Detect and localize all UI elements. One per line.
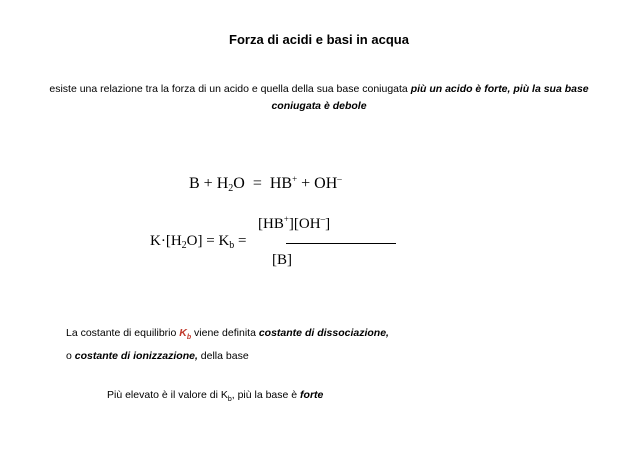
kb-symbol-k: K — [179, 327, 187, 339]
eq-plus-hydroxide: + OH — [297, 175, 338, 192]
note-emphasis-strong: forte — [300, 389, 324, 401]
eq-water-subscript: 2 — [228, 183, 234, 194]
num-close: ] — [325, 216, 331, 232]
slide-title: Forza di acidi e basi in acqua — [229, 32, 409, 47]
num-oh: ][OH — [288, 216, 321, 232]
definition-line-1 — [66, 324, 389, 347]
def-text-1: La costante di equilibrio — [66, 327, 180, 339]
note-kb-subscript: b — [227, 396, 232, 404]
definition-paragraph — [66, 324, 389, 365]
kb-numerator — [258, 214, 330, 233]
kb-symbol — [179, 327, 192, 342]
eq-equals: = — [244, 175, 270, 192]
eq-hydroxide-charge: – — [337, 174, 342, 184]
note-text-1: Più elevato è il valore di K — [107, 389, 228, 401]
lhs-k: K — [150, 233, 161, 249]
num-hb-charge: + — [283, 214, 289, 224]
kb-denominator: [B] — [272, 252, 292, 268]
kb-lhs — [150, 233, 247, 251]
strength-note — [107, 389, 323, 403]
eq-base: B — [189, 175, 200, 192]
lhs-water-end: O] = K — [186, 233, 230, 249]
lhs-equals: = — [234, 233, 247, 249]
kb-expression — [150, 214, 450, 274]
lhs-kb-subscript: b — [229, 240, 235, 251]
lhs-water: [H — [165, 233, 182, 249]
term-dissociation-constant: costante di dissociazione, — [258, 327, 389, 339]
eq-conjugate-acid: HB — [269, 175, 293, 192]
intro-paragraph — [34, 81, 604, 115]
equilibrium-equation — [189, 174, 342, 194]
eq-conjugate-acid-charge: + — [292, 174, 298, 184]
def-text-2: viene definita — [191, 327, 259, 339]
kb-symbol-subscript: b — [186, 334, 192, 342]
intro-text: esiste una relazione tra la forza di un acido e quella della sua base coniugata — [49, 83, 411, 95]
intro-emphasis: più un acido è forte, più la sua base coniugata è debole — [271, 83, 589, 112]
def-text-3: o — [66, 350, 75, 363]
lhs-dot: · — [160, 233, 166, 249]
eq-plus-water: + H — [199, 175, 229, 192]
eq-water-o: O — [233, 175, 245, 192]
num-oh-charge: – — [320, 214, 326, 224]
definition-line-2 — [66, 347, 389, 365]
lhs-water-subscript: 2 — [181, 240, 187, 251]
fraction-bar — [286, 243, 396, 244]
note-text-2: , più la base è — [231, 389, 301, 401]
num-hb: [HB — [258, 216, 284, 232]
term-ionization-constant: costante di ionizzazione, — [74, 350, 198, 363]
def-text-4: della base — [197, 350, 249, 363]
